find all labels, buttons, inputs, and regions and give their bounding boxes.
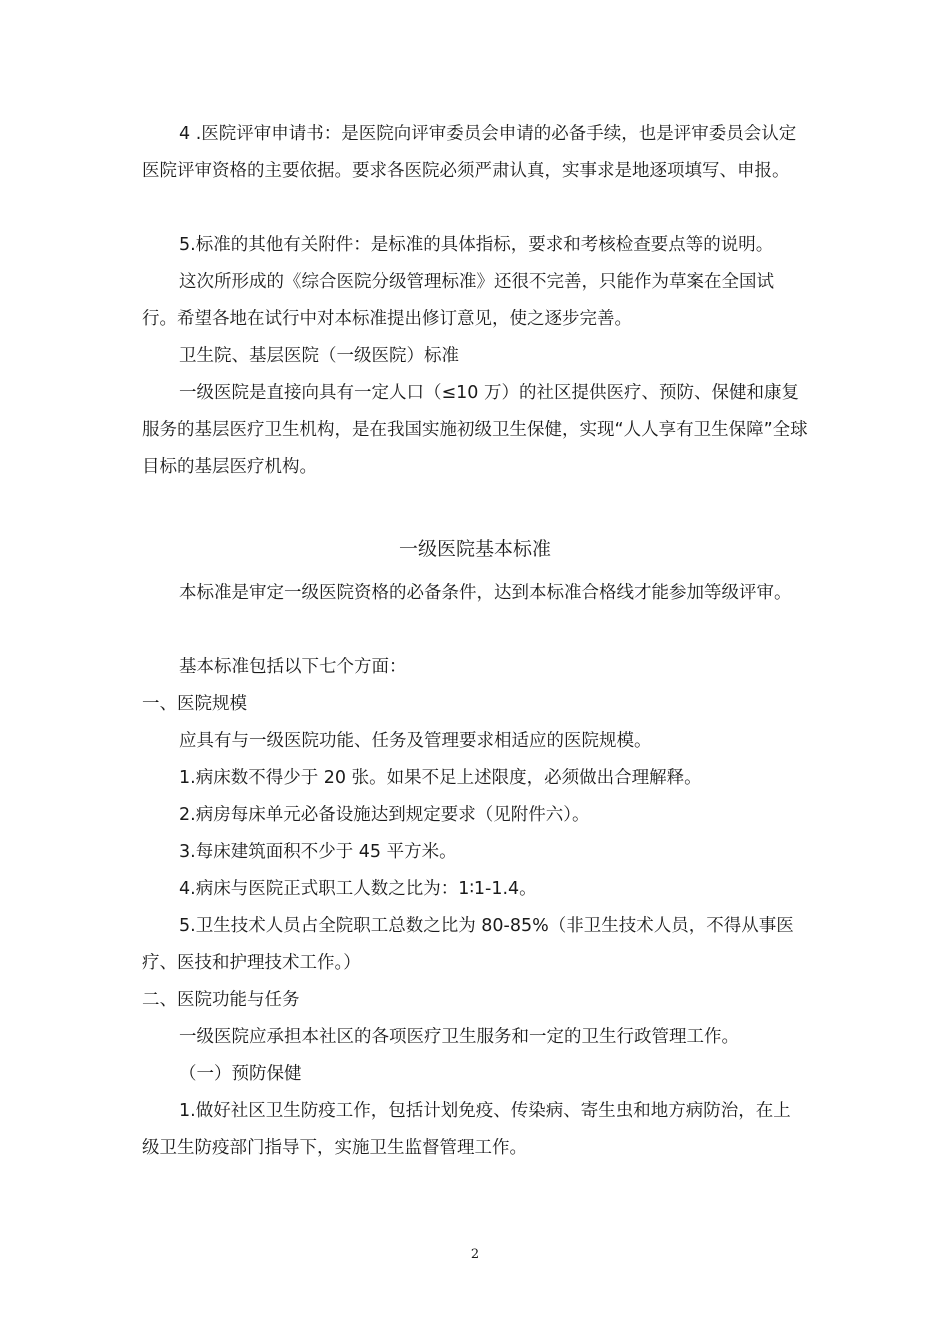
paragraph-seven-aspects: 基本标准包括以下七个方面： [179, 657, 407, 677]
section-title-scale: 一、医院规模 [142, 694, 247, 714]
list-item-beds: 1.病床数不得少于 20 张。如果不足上述限度，必须做出合理解释。 [179, 768, 702, 788]
paragraph-application-form: 4 .医院评审申请书：是医院向评审委员会申请的必备手续，也是评审委员会认定医院评审资格的主要依据。要求各医院必须严肃认真，实事求是地逐项填写、申报。 [142, 124, 797, 181]
section-title-functions: 二、医院功能与任务 [142, 990, 300, 1010]
list-item-epidemic-prevention: 1.做好社区卫生防疫工作，包括计划免疫、传染病、寄生虫和地方病防治，在上级卫生防疫部门指导下，实施卫生监督管理工作。 [142, 1101, 791, 1158]
paragraph-standard-intro: 本标准是审定一级医院资格的必备条件，达到本标准合格线才能参加等级评审。 [179, 583, 792, 603]
list-item-facilities: 2.病房每床单元必备设施达到规定要求（见附件六）。 [179, 805, 590, 825]
list-item-technical-staff: 5.卫生技术人员占全院职工总数之比为 80-85%（非卫生技术人员，不得从事医疗、医技和护理技术工作。） [142, 916, 794, 973]
paragraph-draft-note: 这次所形成的《综合医院分级管理标准》还很不完善，只能作为草案在全国试行。希望各地在试行中对本标准提出修订意见，使之逐步完善。 [142, 272, 774, 329]
paragraph-definition: 一级医院是直接向具有一定人口（≤10 万）的社区提供医疗、预防、保健和康复服务的基层医疗卫生机构，是在我国实施初级卫生保健，实现“人人享有卫生保障”全球目标的基层医疗机构。 [142, 383, 808, 477]
section-heading: 一级医院基本标准 [398, 538, 551, 560]
list-item-area: 3.每床建筑面积不少于 45 平方米。 [179, 842, 457, 862]
paragraph-subtitle: 卫生院、基层医院（一级医院）标准 [179, 346, 459, 366]
paragraph-attachments: 5.标准的其他有关附件：是标准的具体指标，要求和考核检查要点等的说明。 [179, 235, 774, 255]
subsection-title-prevention: （一）预防保健 [179, 1064, 302, 1084]
paragraph-scale: 应具有与一级医院功能、任务及管理要求相适应的医院规模。 [179, 731, 652, 751]
page-number: 2 [470, 1247, 480, 1262]
paragraph-functions: 一级医院应承担本社区的各项医疗卫生服务和一定的卫生行政管理工作。 [179, 1027, 739, 1047]
list-item-staff-ratio: 4.病床与医院正式职工人数之比为：1∶1-1.4。 [179, 879, 537, 899]
